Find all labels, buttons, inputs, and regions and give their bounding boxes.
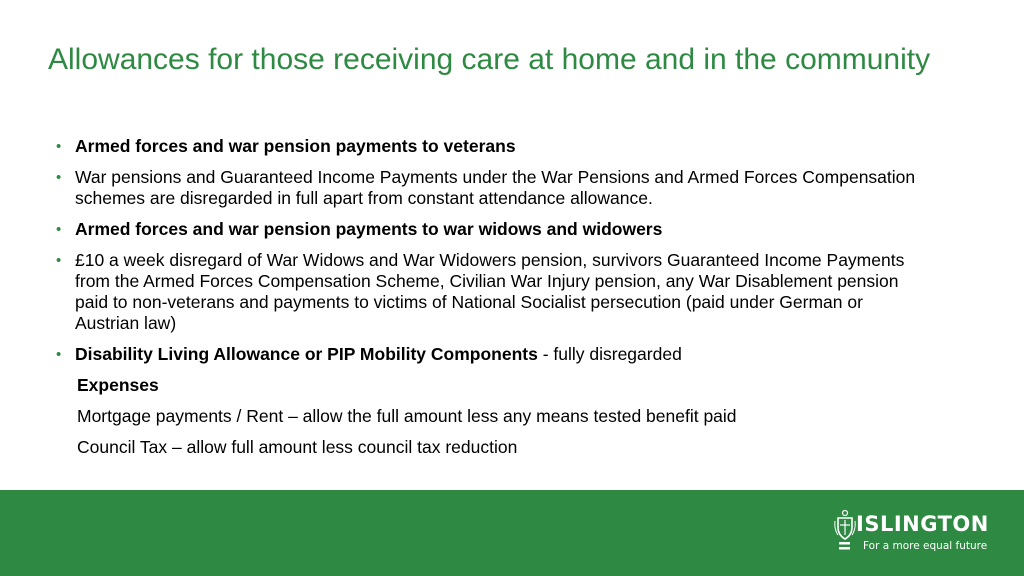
bullet-item bbox=[56, 136, 916, 157]
bullet-item bbox=[56, 344, 916, 365]
bullet-text: - fully disregarded bbox=[537, 344, 682, 364]
slide-title: Allowances for those receiving care at home and in the community bbox=[48, 43, 931, 76]
logo-name: ISLINGTON bbox=[856, 512, 989, 536]
bullet-item bbox=[56, 250, 916, 334]
bullet-dot-icon: • bbox=[56, 221, 62, 238]
slide-content bbox=[56, 136, 916, 468]
bullet-dot-icon: • bbox=[56, 138, 62, 155]
bullet-text: £10 a week disregard of War Widows and War Widowers pension, survivors Guaranteed Income Payments from the Armed Forces Compensation Scheme, Civilian War Injury pension, any War Disablement pension paid to non-veterans and payments to victims of National Socialist persecution (paid under German or Austrian law) bbox=[75, 250, 905, 333]
bullet-bold-text: Disability Living Allowance or PIP Mobility Components bbox=[75, 344, 538, 364]
expenses-line-council-tax: Council Tax – allow full amount less council tax reduction bbox=[77, 437, 518, 457]
bullet-list bbox=[56, 136, 916, 365]
logo-tagline: For a more equal future bbox=[863, 540, 988, 552]
bullet-dot-icon: • bbox=[56, 169, 62, 186]
bullet-item bbox=[56, 167, 916, 209]
bullet-dot-icon: • bbox=[56, 252, 62, 269]
tagline-marks-icon bbox=[839, 541, 850, 551]
bullet-text: War pensions and Guaranteed Income Payments under the War Pensions and Armed Forces Compensation schemes are disregarded in full apart from constant attendance allowance. bbox=[75, 167, 916, 208]
bullet-dot-icon: • bbox=[56, 346, 62, 363]
islington-logo bbox=[834, 509, 1004, 557]
bullet-item bbox=[56, 219, 916, 240]
bullet-bold-text: Armed forces and war pension payments to veterans bbox=[75, 136, 516, 156]
expenses-heading: Expenses bbox=[77, 375, 159, 395]
expenses-line-mortgage: Mortgage payments / Rent – allow the full amount less any means tested benefit paid bbox=[77, 406, 737, 426]
bullet-bold-text: Armed forces and war pension payments to war widows and widowers bbox=[75, 219, 663, 239]
crest-icon bbox=[834, 509, 856, 545]
